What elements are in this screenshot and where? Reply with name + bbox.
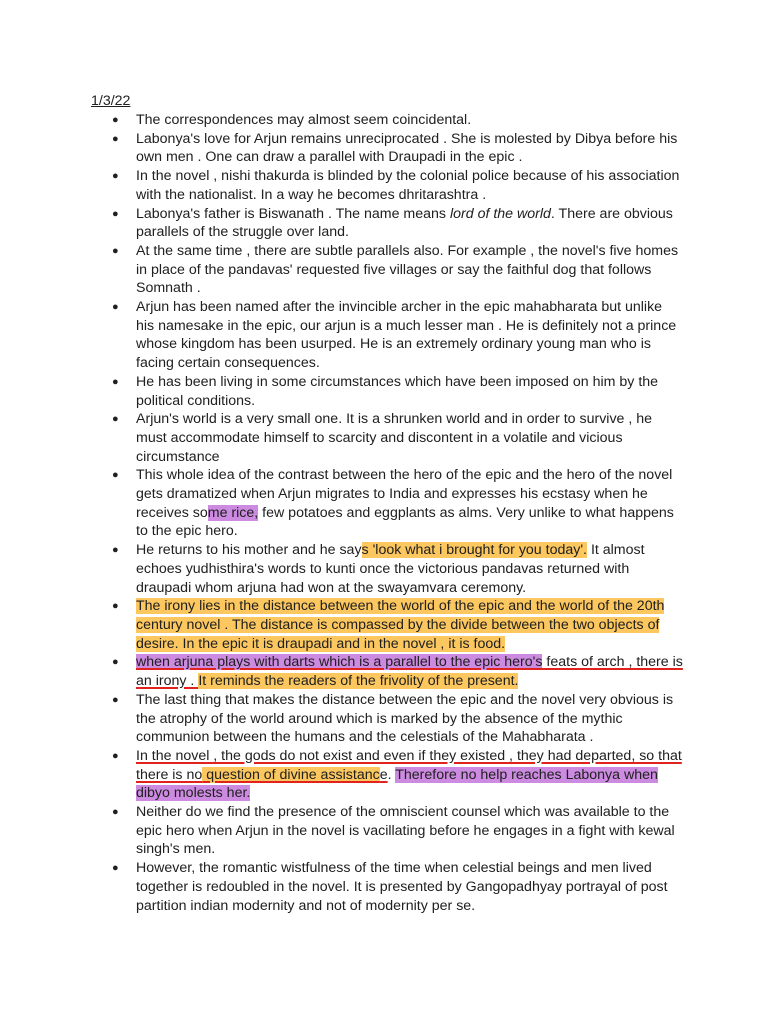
bullet-text: The last thing that makes the distance between the epic and the novel very obvious is the atrophy of the world around which is marked by the absence of the mythic communion between the humans and the celestials of the Mahabharata . [136,691,674,746]
list-item [136,167,684,204]
bullet-text: However, the romantic wistfulness of the time when celestial beings and men lived together is redoubled in the novel. It is presented by Gangopadhyay portrayal of post partition indian modernity and not of modernity per se. [136,860,668,914]
bullet-text: The correspondences may almost seem coincidental. [136,112,472,128]
list-item [136,466,684,541]
highlighted-text: The irony lies in the distance between the world of the epic and the world of the 20th century novel . The distance is compassed by the divide between the two objects of desire. In the epic it is draupadi and in the novel , it is food. [136,598,665,652]
list-item [136,298,684,373]
bullet-text: Labonya's love for Arjun remains unreciprocated . She is molested by Dibya before his own men . One can draw a parallel with Draupadi in the epic . [136,130,678,166]
list-item [136,803,684,859]
bullet-text: Neither do we find the presence of the omniscient counsel which was available to the epic hero when Arjun in the novel is vacillating before he engages in a fight with kewal singh's men. [136,804,675,858]
underlined-text: In the novel , the gods do not exist and even if they existed , they had departed, so that there is no [136,747,682,783]
list-item [136,111,684,130]
bullet-text: It almost echoes yudhisthira's words to kunti once the victorious pandavas returned with draupadi whom arjuna had won at the swayamvara ceremony. [136,542,645,596]
notes-list [136,111,684,915]
list-item [136,373,684,410]
list-item [136,242,684,298]
list-item [136,597,684,653]
list-item [136,205,684,242]
bullet-text: Labonya's father is Biswanath . The name means [136,205,450,222]
highlighted-text: me rice, [207,504,259,521]
list-item [136,691,684,747]
highlighted-text: when arjuna plays with darts which is a parallel to the epic hero's [136,654,543,671]
underlined-text: feats of arch , there is an irony . [136,654,683,690]
bullet-text: This whole idea of the contrast between the hero of the epic and the hero of the novel gets dramatized when Arjun migrates to India and expresses his ecstasy when he receives so [136,467,673,521]
bullet-text: Arjun's world is a very small one. It is a shrunken world and in order to survive , he must accommodate himself to scarcity and discontent in a volatile and vicious circumstance [136,411,653,465]
bullet-text: In the novel , nishi thakurda is blinded by the colonial police because of his association with the nationalist. In a way he becomes dhritarashtra . [136,168,680,203]
italic-phrase: lord of the world [449,205,551,222]
list-item [136,859,684,915]
highlighted-text: Therefore no help reaches Labonya when dibyo molests her. [136,766,658,802]
bullet-text: . [387,766,396,783]
list-item [136,410,684,466]
bullet-text: At the same time , there are subtle parallels also. For example , the novel's five homes in place of the pandavas' requested five villages or say the faithful dog that follows Somnath . [136,242,679,297]
highlighted-text: It reminds the readers of the frivolity of the present. [198,673,519,690]
highlighted-text: s 'look what i brought for you today'. [361,542,587,559]
bullet-text: He returns to his mother and he say [136,542,362,559]
list-item [136,541,684,597]
underlined-text: e [379,766,388,783]
list-item [136,653,684,690]
highlighted-text: question of divine assistanc [202,766,380,783]
note-date: 1/3/22 [91,93,131,109]
bullet-text: few potatoes and eggplants as alms. Very unlike to what happens to the epic hero. [136,504,674,540]
bullet-text: He has been living in some circumstances which have been imposed on him by the political conditions. [136,373,659,409]
bullet-text: Arjun has been named after the invincible archer in the epic mahabharata but unlike his namesake in the epic, our arjun is a much lesser man . He is definitely not a prince whose kingdom has been usurped. He is an extremely ordinary young man who is facing certain consequences. [136,299,677,372]
list-item [136,747,684,803]
bullet-text: . There are obvious parallels of the struggle over land. [136,205,673,241]
list-item [136,130,684,167]
